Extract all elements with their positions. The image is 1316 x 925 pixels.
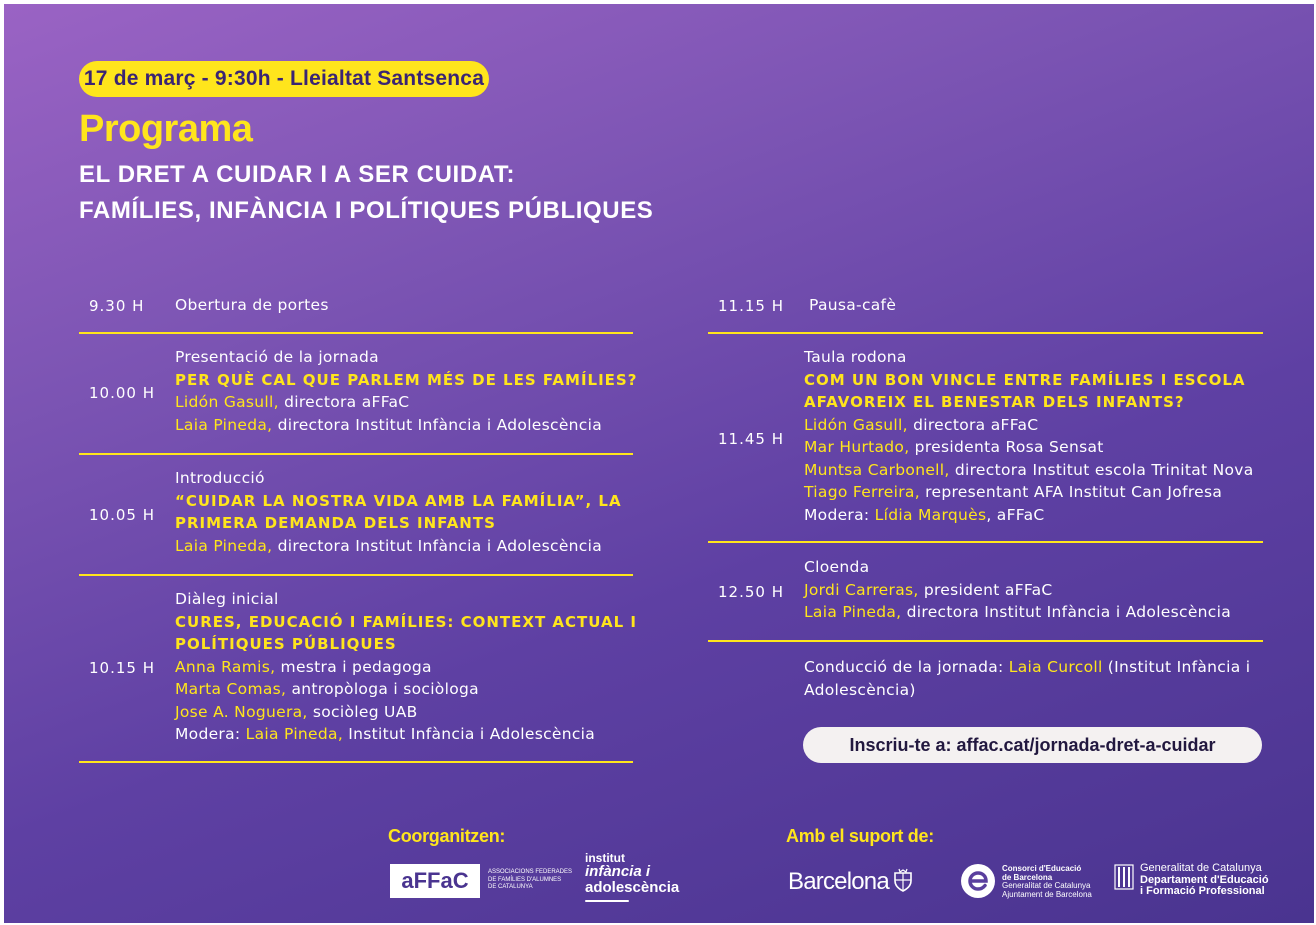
- item-headline: “CUIDAR LA NOSTRA VIDA AMB LA FAMÍLIA”, LA: [175, 491, 622, 510]
- conduction-name: Laia Curcoll: [1008, 658, 1103, 676]
- affac-sub-line: DE CATALUNYA: [488, 884, 533, 890]
- speaker-role: directora Institut Infància i Adolescència: [901, 603, 1232, 621]
- moderator-name: Laia Pineda,: [245, 725, 344, 743]
- speaker-line: [804, 579, 1231, 602]
- moderator-label: Modera:: [804, 505, 875, 524]
- conduction-line: [804, 656, 1250, 679]
- affac-sub-line: DE FAMÍLIES D'ALUMNES: [488, 876, 562, 883]
- gencat-flag-icon: [1114, 864, 1134, 895]
- speaker-role: presidenta Rosa Sensat: [909, 438, 1104, 456]
- moderator-name: Lídia Marquès: [874, 505, 987, 524]
- time-12-50: 12.50 H: [718, 583, 784, 601]
- barcelona-logo: [788, 867, 913, 897]
- consorci-line: Consorci d'Educació: [1002, 864, 1082, 873]
- speaker-role: antropòloga i sociòloga: [286, 680, 479, 698]
- gencat-logo: [1114, 862, 1304, 902]
- speaker-role: president aFFaC: [918, 580, 1053, 599]
- item-label: Presentació de la jornada: [175, 348, 379, 366]
- conduction-note: [804, 656, 1250, 701]
- divider: [79, 761, 633, 763]
- support-label: Amb el suport de:: [786, 826, 934, 846]
- item-headline: PER QUÈ CAL QUE PARLEM MÉS DE LES FAMÍLIES?: [175, 370, 638, 389]
- consorci-line: Ajuntament de Barcelona: [1002, 889, 1092, 899]
- item-label: Taula rodona: [804, 348, 907, 366]
- item-opening: [175, 294, 329, 317]
- iia-logo-line: infància i: [585, 863, 651, 880]
- speaker-name: Laia Pineda,: [175, 536, 273, 555]
- speaker-role: directora Institut Infància i Adolescència: [272, 415, 603, 434]
- consorci-e-icon: [960, 862, 996, 905]
- speaker-name: Muntsa Carbonell,: [804, 460, 950, 479]
- iia-logo: [585, 852, 705, 908]
- item-dialogue: [175, 588, 637, 746]
- divider: [79, 332, 633, 334]
- speaker-name: Mar Hurtado,: [804, 438, 910, 456]
- time-10-15: 10.15 H: [89, 659, 155, 677]
- speaker-role: mestra i pedagoga: [275, 657, 432, 676]
- title-line-2: FAMÍLIES, INFÀNCIA I POLÍTIQUES PÚBLIQUES: [79, 197, 654, 224]
- barcelona-wordmark: Barcelona: [788, 868, 889, 895]
- item-coffee-break: [809, 294, 896, 317]
- conduction-label: Conducció de la jornada:: [804, 658, 1009, 676]
- speaker-line: [804, 601, 1231, 624]
- speaker-name: Laia Pineda,: [175, 415, 273, 434]
- time-10-00: 10.00 H: [89, 384, 155, 402]
- item-label: Diàleg inicial: [175, 590, 279, 608]
- item-label: Introducció: [175, 469, 265, 487]
- item-headline: POLÍTIQUES PÚBLIQUES: [175, 635, 397, 653]
- gencat-line: i Formació Professional: [1140, 885, 1265, 897]
- item-headline: CURES, EDUCACIÓ I FAMÍLIES: CONTEXT ACTUAL I: [175, 612, 637, 631]
- speaker-line: [804, 459, 1254, 482]
- consorci-logo: [960, 862, 1110, 902]
- item-closing: [804, 556, 1231, 624]
- item-round-table: [804, 346, 1254, 526]
- speaker-name: Lidón Gasull,: [175, 393, 279, 411]
- date-pill: 17 de març - 9:30h - Lleialtat Santsenca: [79, 61, 489, 97]
- time-11-15: 11.15 H: [718, 297, 784, 315]
- time-10-05: 10.05 H: [89, 506, 155, 524]
- speaker-role: directora Institut Infància i Adolescència: [272, 536, 603, 555]
- title-line-1: EL DRET A CUIDAR I A SER CUIDAT:: [79, 161, 516, 188]
- moderator-line: [804, 504, 1254, 527]
- speaker-line: [175, 701, 637, 724]
- divider: [79, 453, 633, 455]
- gencat-line: Generalitat de Catalunya: [1140, 862, 1262, 874]
- affac-subtitle: [488, 869, 572, 892]
- speaker-line: [804, 436, 1254, 459]
- coorganize-label: Coorganitzen:: [388, 826, 506, 846]
- item-headline: COM UN BON VINCLE ENTRE FAMÍLIES I ESCOLA: [804, 370, 1246, 389]
- item-label: Cloenda: [804, 558, 870, 576]
- speaker-role: sociòleg UAB: [307, 702, 418, 721]
- speaker-name: Jordi Carreras,: [804, 580, 919, 599]
- coffee-text: Pausa-cafè: [809, 296, 897, 314]
- speaker-name: Marta Comas,: [175, 680, 287, 698]
- gencat-text: [1140, 863, 1269, 898]
- time-11-45: 11.45 H: [718, 430, 784, 448]
- consorci-line: de Barcelona: [1002, 872, 1053, 882]
- speaker-role: directora aFFaC: [278, 393, 410, 411]
- speaker-line: [175, 391, 637, 414]
- item-presentation: [175, 346, 637, 436]
- speaker-line: [175, 678, 637, 701]
- barcelona-shield-icon: [893, 868, 913, 897]
- item-headline: AFAVOREIX EL BENESTAR DELS INFANTS?: [804, 393, 1185, 411]
- speaker-line: [804, 414, 1254, 437]
- speaker-name: Lidón Gasull,: [804, 415, 908, 434]
- speaker-name: Laia Pineda,: [804, 603, 902, 621]
- divider: [708, 640, 1263, 642]
- divider: [708, 332, 1263, 334]
- moderator-line: [175, 723, 637, 746]
- speaker-name: Jose A. Noguera,: [175, 702, 308, 721]
- time-9-30: 9.30 H: [89, 297, 145, 315]
- speaker-role: representant AFA Institut Can Jofresa: [919, 483, 1223, 501]
- iia-underline: [585, 900, 629, 902]
- moderator-role: , aFFaC: [986, 505, 1045, 524]
- opening-text: Obertura de portes: [175, 296, 329, 314]
- iia-logo-line: adolescència: [585, 879, 680, 896]
- speaker-name: Tiago Ferreira,: [804, 483, 920, 501]
- speaker-line: [175, 656, 637, 679]
- gencat-line: Departament d'Educació: [1140, 873, 1269, 886]
- consorci-line: Generalitat de Catalunya: [1002, 881, 1091, 890]
- speaker-role: directora aFFaC: [907, 415, 1039, 434]
- divider: [79, 574, 633, 576]
- consorci-text: [1002, 865, 1092, 899]
- affac-logo: [390, 864, 580, 898]
- divider: [708, 541, 1263, 543]
- moderator-role: Institut Infància i Adolescència: [343, 725, 596, 743]
- program-poster: [4, 4, 1314, 923]
- speaker-role: directora Institut escola Trinitat Nova: [949, 460, 1254, 479]
- item-introduction: [175, 467, 622, 557]
- conduction-line-2: Adolescència): [804, 680, 916, 699]
- speaker-name: Anna Ramis,: [175, 657, 276, 676]
- moderator-label: Modera:: [175, 725, 246, 743]
- programa-heading: Programa: [79, 108, 253, 150]
- signup-link-button[interactable]: Inscriu-te a: affac.cat/jornada-dret-a-cuidar: [803, 727, 1262, 763]
- iia-logo-line: institut: [585, 851, 625, 865]
- affac-wordmark: aFFaC: [390, 864, 480, 898]
- item-headline: PRIMERA DEMANDA DELS INFANTS: [175, 514, 496, 532]
- speaker-line: [804, 481, 1254, 504]
- speaker-line: [175, 535, 622, 558]
- conduction-rest: (Institut Infància i: [1102, 658, 1251, 676]
- affac-sub-line: ASSOCIACIONS FEDERADES: [488, 869, 573, 875]
- speaker-line: [175, 414, 637, 437]
